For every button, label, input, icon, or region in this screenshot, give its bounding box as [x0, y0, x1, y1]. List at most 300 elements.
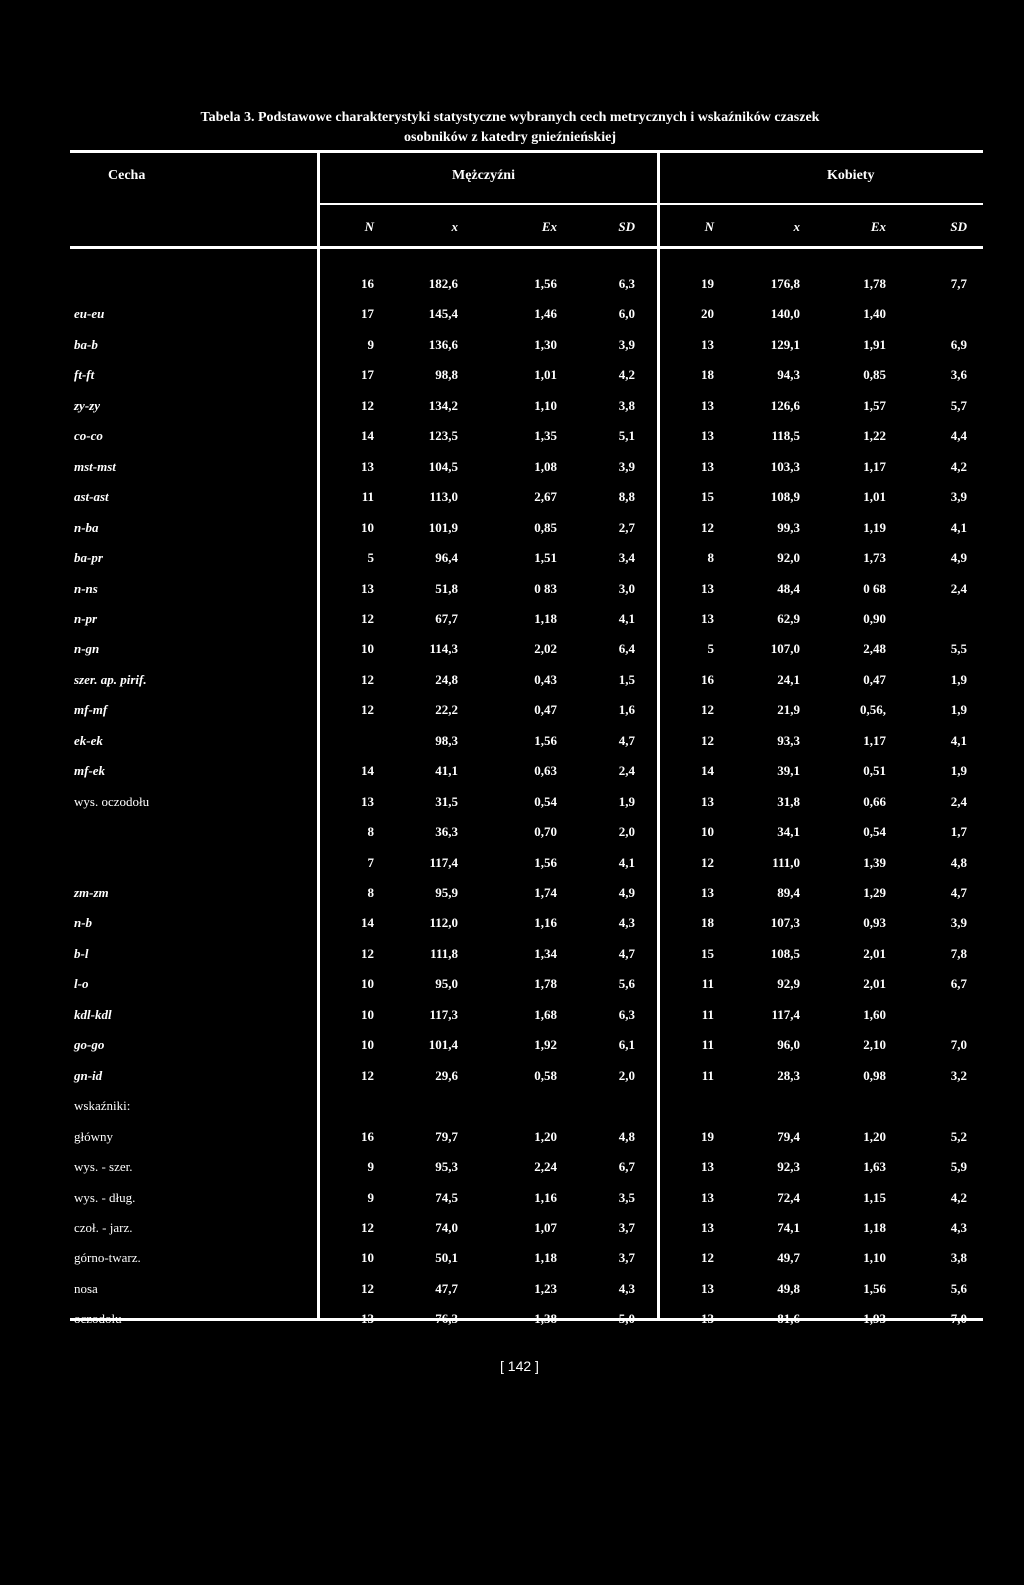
table-cell: 20 [701, 306, 714, 322]
table-cell: 2,4 [950, 580, 967, 596]
table-cell: 1,16 [534, 915, 557, 931]
table-cell: 89,4 [777, 885, 800, 900]
table-cell: 7 [367, 854, 374, 870]
table-cell: 13 [701, 885, 714, 900]
table-cell: 1,78 [534, 976, 557, 992]
table-cell: 13 [701, 397, 714, 413]
table-cell: 7,8 [950, 945, 967, 961]
table-cell: 117,4 [771, 1006, 800, 1022]
table-cell: 0 83 [534, 580, 557, 596]
table-cell: 21,9 [777, 702, 800, 718]
table-cell: 16 [701, 671, 714, 687]
table-cell: 0,63 [534, 763, 557, 779]
table-cell: 3,9 [950, 915, 967, 931]
row-label: n-b [74, 915, 93, 931]
table-cell: 0 68 [863, 580, 886, 596]
table-cell: 79,4 [777, 1128, 800, 1144]
row-label: n-gn [74, 641, 100, 657]
table-cell: 176,8 [770, 276, 800, 291]
table-cell: 13 [701, 1280, 714, 1296]
table-cell: 11 [361, 489, 374, 505]
table-cell: 145,4 [428, 306, 458, 322]
row-label: szer. ap. pirif. [74, 671, 147, 687]
table-cell: 4,9 [618, 885, 635, 900]
table-row [0, 794, 1024, 824]
table-cell: 11 [701, 1006, 714, 1022]
table-cell: 1,34 [534, 945, 557, 961]
table-cell: 11 [701, 1037, 714, 1053]
table-cell: 0,90 [863, 610, 886, 626]
table-cell: 10 [361, 1250, 374, 1266]
women-header: Kobiety [827, 168, 875, 183]
subheader-men-n: N [364, 219, 374, 234]
table-cell: 6,7 [950, 976, 967, 992]
table-cell: 12 [361, 1067, 374, 1083]
row-label: n-ns [74, 580, 98, 596]
table-cell: 10 [701, 824, 714, 840]
table-cell: 31,5 [435, 793, 458, 809]
table-cell: 1,56 [534, 854, 557, 870]
subheader-women-ex: Ex [870, 219, 886, 234]
table-cell: 4,1 [950, 732, 967, 748]
row-label: wys. - dług. [74, 1189, 136, 1205]
table-cell: 24,8 [435, 671, 458, 687]
table-row [0, 1159, 1024, 1189]
table-cell: 6,1 [618, 1037, 635, 1053]
table-cell: 29,6 [435, 1067, 458, 1083]
table-cell: 4,3 [950, 1219, 967, 1235]
table-cell: 1,35 [534, 428, 557, 444]
table-cell: 0,51 [863, 763, 886, 779]
table-row [0, 1190, 1024, 1220]
table-cell: 19 [701, 276, 714, 291]
table-cell: 4,2 [618, 367, 635, 383]
table-cell: 41,1 [435, 763, 458, 779]
table-cell: 1,18 [534, 1250, 557, 1266]
table-cell: 1,60 [863, 1006, 886, 1022]
table-cell: 13 [701, 1219, 714, 1235]
row-label: eu-eu [74, 306, 105, 322]
table-cell: 12 [361, 671, 374, 687]
table-cell: 2,48 [863, 641, 886, 657]
subheader-men-sd: SD [618, 219, 635, 234]
table-cell: 3,8 [618, 397, 635, 413]
table-cell: 118,5 [771, 428, 800, 444]
table-cell: 3,4 [618, 550, 635, 566]
table-cell: 6,9 [950, 336, 967, 352]
table-cell: 2,02 [534, 641, 557, 657]
row-label: mf-ek [74, 763, 106, 779]
table-cell: 2,0 [618, 824, 635, 840]
table-cell: 5,1 [618, 428, 635, 444]
table-cell: 11 [701, 1067, 714, 1083]
table-cell: 1,92 [534, 1037, 557, 1053]
table-cell: 8 [367, 885, 374, 900]
table-cell: 1,20 [534, 1128, 557, 1144]
table-cell: 95,3 [435, 1159, 458, 1175]
table-cell: 13 [361, 793, 374, 809]
row-label: gn-id [74, 1067, 103, 1083]
row-label: ast-ast [74, 489, 109, 505]
table-cell: 12 [361, 702, 374, 718]
table-cell: 3,0 [618, 580, 635, 596]
table-cell: 1,68 [534, 1006, 557, 1022]
table-cell: 98,3 [435, 732, 458, 748]
table-row [0, 672, 1024, 702]
table-cell: 7,7 [950, 276, 967, 291]
table-row [0, 1281, 1024, 1311]
table-cell: 18 [701, 915, 714, 931]
table-cell: 101,4 [428, 1037, 458, 1053]
table-cell: 9 [367, 1159, 374, 1175]
table-cell: 111,8 [430, 945, 458, 961]
row-label: zm-zm [74, 885, 109, 900]
table-cell: 4,1 [618, 610, 635, 626]
table-cell: 2,7 [618, 519, 635, 535]
table-cell: 74,0 [435, 1219, 458, 1235]
table-cell: 13 [701, 1311, 714, 1327]
table-cell: 67,7 [435, 610, 458, 626]
table-cell: 12 [361, 1280, 374, 1296]
row-label: wys. - szer. [74, 1159, 133, 1175]
table-cell: 0,98 [863, 1067, 886, 1083]
table-cell: 1,9 [950, 671, 967, 687]
table-cell: 113,0 [429, 489, 458, 505]
table-cell: 92,0 [777, 550, 800, 566]
table-cell: 79,7 [435, 1128, 458, 1144]
table-cell: 2,10 [863, 1037, 886, 1053]
table-cell: 1,23 [534, 1280, 557, 1296]
row-label: główny [74, 1128, 113, 1144]
table-cell: 104,5 [428, 458, 458, 474]
table-row [0, 581, 1024, 611]
table-cell: 5,6 [950, 1280, 967, 1296]
table-cell: 129,1 [770, 336, 800, 352]
table-cell: 1,56 [534, 276, 557, 291]
table-cell: 2,4 [950, 793, 967, 809]
table-cell: 1,56 [863, 1280, 886, 1296]
table-cell: 12 [701, 732, 714, 748]
row-label: ba-b [74, 336, 98, 352]
table-cell: 1,63 [863, 1159, 886, 1175]
table-cell: 14 [361, 915, 374, 931]
table-cell: 1,17 [863, 732, 886, 748]
table-cell: 4,8 [618, 1128, 635, 1144]
table-cell: 1,74 [534, 885, 557, 900]
table-cell: 0,47 [534, 702, 557, 718]
table-cell: 13 [701, 336, 714, 352]
table-row [0, 276, 1024, 306]
col-feature-header: Cecha [108, 168, 146, 183]
table-cell: 5,0 [618, 1311, 635, 1327]
table-cell: 0,54 [863, 824, 886, 840]
table-row [0, 306, 1024, 336]
row-label: ba-pr [74, 550, 103, 566]
table-cell: 1,9 [950, 702, 967, 718]
table-row [0, 367, 1024, 397]
table-cell: 5 [367, 550, 374, 566]
table-row [0, 885, 1024, 915]
table-cell: 1,91 [863, 336, 886, 352]
table-cell: 1,9 [618, 793, 635, 809]
top-rule [70, 150, 983, 153]
table-cell: 10 [361, 641, 374, 657]
row-label: zy-zy [74, 397, 100, 413]
table-cell: 4,8 [950, 854, 967, 870]
title-line-1: Tabela 3. Podstawowe charakterystyki statystyczne wybranych cech metrycznych i wskaźników czaszek [200, 110, 820, 125]
table-cell: 1,17 [863, 458, 886, 474]
table-cell: 1,29 [863, 885, 886, 900]
table-cell: 4,3 [618, 915, 635, 931]
table-cell: 1,01 [863, 489, 886, 505]
table-cell: 12 [361, 1219, 374, 1235]
table-cell: 10 [361, 519, 374, 535]
table-cell: 8 [707, 550, 714, 566]
table-cell: 92,3 [777, 1159, 800, 1175]
row-label: co-co [74, 428, 103, 444]
table-cell: 1,01 [534, 367, 557, 383]
table-cell: 1,38 [534, 1311, 557, 1327]
table-cell: 1,57 [863, 397, 886, 413]
table-cell: 12 [701, 854, 714, 870]
table-cell: 0,47 [863, 671, 886, 687]
table-cell: 107,0 [770, 641, 800, 657]
table-row [0, 824, 1024, 854]
table-cell: 24,1 [777, 671, 800, 687]
table-row [0, 611, 1024, 641]
table-row [0, 428, 1024, 458]
table-cell: 107,3 [770, 915, 800, 931]
table-row [0, 1129, 1024, 1159]
table-cell: 1,51 [534, 550, 557, 566]
table-cell: 3,2 [950, 1067, 967, 1083]
table-cell: 0,66 [863, 793, 886, 809]
row-label: mst-mst [74, 458, 116, 474]
table-cell: 4,3 [618, 1280, 635, 1296]
table-cell: 99,3 [777, 519, 800, 535]
table-cell: 12 [701, 1250, 714, 1266]
table-cell: 50,1 [435, 1250, 458, 1266]
table-cell: 13 [361, 458, 374, 474]
men-header: Mężczyźni [452, 168, 515, 183]
table-cell: 11 [701, 976, 714, 992]
row-label: nosa [74, 1280, 98, 1296]
table-cell: 4,4 [950, 428, 967, 444]
table-cell: 6,4 [618, 641, 635, 657]
table-cell: 10 [361, 976, 374, 992]
table-cell: 1,46 [534, 306, 557, 322]
table-cell: 0,70 [534, 824, 557, 840]
table-cell: 1,73 [863, 550, 886, 566]
table-cell: 0,85 [863, 367, 886, 383]
table-cell: 10 [361, 1006, 374, 1022]
row-label: ek-ek [74, 732, 103, 748]
table-cell: 19 [701, 1128, 714, 1144]
table-cell: 34,1 [777, 824, 800, 840]
table-cell: 108,9 [770, 489, 800, 505]
table-cell: 12 [701, 702, 714, 718]
table-row [0, 915, 1024, 945]
table-cell: 126,6 [770, 397, 800, 413]
table-cell: 51,8 [435, 580, 458, 596]
table-cell: 8,8 [618, 489, 635, 505]
table-row [0, 976, 1024, 1006]
table-cell: 111,0 [772, 854, 800, 870]
header-rule-1 [318, 203, 983, 205]
row-label: b-l [74, 945, 89, 961]
table-cell: 15 [701, 945, 714, 961]
table-cell: 9 [367, 336, 374, 352]
table-cell: 76,3 [435, 1311, 458, 1327]
table-cell: 48,4 [777, 580, 800, 596]
table-cell: 108,5 [770, 945, 800, 961]
table-row [0, 946, 1024, 976]
table-cell: 92,9 [777, 976, 800, 992]
table-cell: 1,18 [534, 610, 557, 626]
table-cell: 13 [701, 1189, 714, 1205]
table-cell: 5,7 [950, 397, 967, 413]
table-cell: 1,08 [534, 458, 557, 474]
row-label: mf-mf [74, 702, 108, 718]
table-row [0, 520, 1024, 550]
table-cell: 12 [361, 397, 374, 413]
table-cell: 94,3 [777, 367, 800, 383]
table-cell: 103,3 [770, 458, 800, 474]
table-cell: 1,30 [534, 336, 557, 352]
row-label: l-o [74, 976, 89, 992]
table-cell: 1,19 [863, 519, 886, 535]
table-cell: 13 [701, 610, 714, 626]
table-cell: 74,1 [777, 1219, 800, 1235]
table-cell: 12 [361, 945, 374, 961]
table-row [0, 702, 1024, 732]
table-row [0, 763, 1024, 793]
table-cell: 47,7 [435, 1280, 458, 1296]
table-cell: 1,18 [863, 1219, 886, 1235]
table-cell: 6,3 [618, 1006, 635, 1022]
table-cell: 16 [361, 276, 374, 291]
table-cell: 4,1 [950, 519, 967, 535]
table-cell: 0,54 [534, 793, 557, 809]
table-cell: 0,58 [534, 1067, 557, 1083]
table-row [0, 733, 1024, 763]
table-cell: 12 [701, 519, 714, 535]
table-cell: 2,24 [534, 1159, 557, 1175]
table-cell: 9 [367, 1189, 374, 1205]
table-cell: 95,0 [435, 976, 458, 992]
table-cell: 1,15 [863, 1189, 886, 1205]
table-cell: 0,56, [860, 702, 886, 718]
table-cell: 1,93 [863, 1311, 886, 1327]
table-cell: 18 [701, 367, 714, 383]
table-cell: 2,0 [618, 1067, 635, 1083]
table-cell: 22,2 [435, 702, 458, 718]
table-cell: 2,67 [534, 489, 557, 505]
row-label: oczodołu [74, 1311, 122, 1327]
table-cell: 4,1 [618, 854, 635, 870]
table-cell: 6,7 [618, 1159, 635, 1175]
table-cell: 5,9 [950, 1159, 967, 1175]
table-cell: 117,4 [429, 854, 458, 870]
table-cell: 10 [361, 1037, 374, 1053]
table-cell: 49,8 [777, 1280, 800, 1296]
table-cell: 72,4 [777, 1189, 800, 1205]
table-cell: 3,6 [950, 367, 967, 383]
table-cell: 31,8 [777, 793, 800, 809]
title-line-2: osobników z katedry gnieźnieńskiej [404, 130, 616, 145]
table-cell: 13 [701, 793, 714, 809]
subheader-men-ex: Ex [541, 219, 557, 234]
table-row [0, 1007, 1024, 1037]
row-label: ft-ft [74, 367, 95, 383]
table-cell: 112,0 [429, 915, 458, 931]
table-cell: 3,9 [950, 489, 967, 505]
table-row [0, 1311, 1024, 1341]
subheader-women-n: N [704, 219, 714, 234]
row-label: górno-twarz. [74, 1250, 141, 1266]
table-cell: 1,10 [534, 397, 557, 413]
table-cell: 140,0 [770, 306, 800, 322]
row-label: n-pr [74, 610, 98, 626]
table-cell: 1,9 [950, 763, 967, 779]
table-cell: 17 [361, 367, 374, 383]
table-cell: 123,5 [428, 428, 458, 444]
table-cell: 28,3 [777, 1067, 800, 1083]
page-number: [ 142 ] [500, 1358, 539, 1374]
table-cell: 2,4 [618, 763, 635, 779]
table-cell: 8 [367, 824, 374, 840]
header-rule-2 [70, 246, 983, 249]
table-row [0, 489, 1024, 519]
table-cell: 13 [701, 458, 714, 474]
table-cell: 3,9 [618, 458, 635, 474]
row-label: n-ba [74, 519, 99, 535]
table-cell: 4,9 [950, 550, 967, 566]
table-cell: 3,7 [618, 1219, 635, 1235]
table-row [0, 398, 1024, 428]
table-cell: 3,7 [618, 1250, 635, 1266]
table-cell: 81,6 [777, 1311, 800, 1327]
table-cell: 17 [361, 306, 374, 322]
table-cell: 2,01 [863, 976, 886, 992]
table-cell: 5,2 [950, 1128, 967, 1144]
table-cell: 134,2 [428, 397, 458, 413]
row-label: go-go [74, 1037, 105, 1053]
table-cell: 182,6 [428, 276, 458, 291]
table-cell: 101,9 [428, 519, 458, 535]
table-cell: 13 [701, 428, 714, 444]
subheader-women-sd: SD [950, 219, 967, 234]
table-cell: 5 [707, 641, 714, 657]
table-row [0, 855, 1024, 885]
table-cell: 117,3 [429, 1006, 458, 1022]
table-cell: 4,7 [618, 945, 635, 961]
table-cell: 39,1 [777, 763, 800, 779]
table-cell: 1,22 [863, 428, 886, 444]
table-cell: 3,9 [618, 336, 635, 352]
table-cell: 1,16 [534, 1189, 557, 1205]
table-cell: 0,93 [863, 915, 886, 931]
table-cell: 36,3 [435, 824, 458, 840]
table-cell: 1,5 [618, 671, 635, 687]
table-cell: 1,40 [863, 306, 886, 322]
row-label: kdl-kdl [74, 1006, 112, 1022]
table-row [0, 641, 1024, 671]
row-label: wskaźniki: [74, 1098, 131, 1114]
table-cell: 93,3 [777, 732, 800, 748]
row-label: czoł. - jarz. [74, 1219, 133, 1235]
table-cell: 13 [361, 1311, 374, 1327]
